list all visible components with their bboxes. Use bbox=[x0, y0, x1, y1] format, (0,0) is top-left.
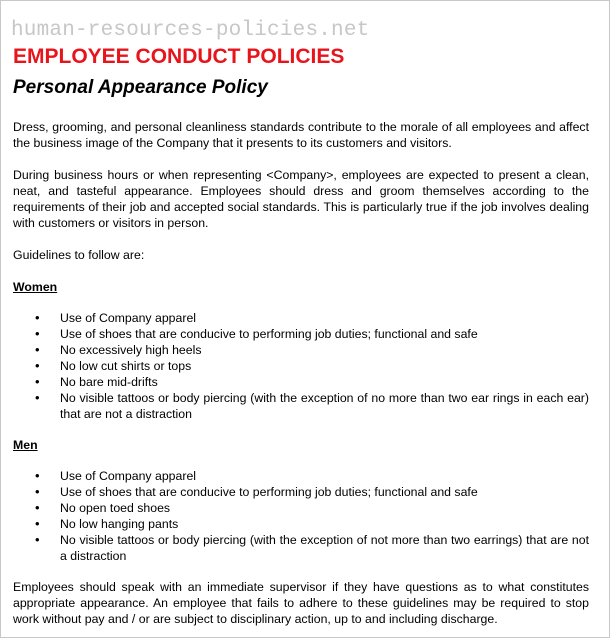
women-heading: Women bbox=[13, 280, 58, 294]
women-guidelines-list bbox=[13, 310, 589, 422]
page-title: EMPLOYEE CONDUCT POLICIES bbox=[13, 45, 345, 68]
men-heading: Men bbox=[13, 438, 38, 452]
list-item: • No low cut shirts or tops bbox=[13, 358, 589, 374]
list-item: • Use of shoes that are conducive to performing job duties; functional and safe bbox=[13, 326, 589, 342]
business-hours-paragraph: During business hours or when representing <Company>, employees are expected to present a clean, neat, and tasteful appearance. Employees should dress and groom themselves according to the requirements of their job and accepted social standards. This is particularly true if the job involves dealing with customers or visitors in person. bbox=[13, 168, 589, 230]
list-item: • Use of Company apparel bbox=[13, 468, 589, 484]
site-watermark: human-resources-policies.net bbox=[11, 19, 370, 42]
list-item: • No excessively high heels bbox=[13, 342, 589, 358]
policy-body bbox=[13, 119, 589, 643]
intro-paragraph: Dress, grooming, and personal cleanliness standards contribute to the morale of all employees and affect the business image of the Company that it presents to its customers and visitors. bbox=[13, 120, 589, 150]
guidelines-paragraph: Guidelines to follow are: bbox=[13, 248, 145, 262]
list-item: • No visible tattoos or body piercing (with the exception of no more than two ear rings in each ear) that are not a distraction bbox=[13, 390, 589, 422]
list-item: • No open toed shoes bbox=[13, 500, 589, 516]
list-item: • No bare mid-drifts bbox=[13, 374, 589, 390]
policy-subtitle: Personal Appearance Policy bbox=[13, 77, 268, 98]
closing-paragraph: Employees should speak with an immediate supervisor if they have questions as to what constitutes appropriate appearance. An employee that fails to adhere to these guidelines may be required to stop work without pay and / or are subject to disciplinary action, up to and including discharge. bbox=[13, 580, 589, 626]
list-item: • No visible tattoos or body piercing (with the exception of not more than two earrings) that are not a distraction bbox=[13, 532, 589, 564]
list-item: • No low hanging pants bbox=[13, 516, 589, 532]
list-item: • Use of shoes that are conducive to performing job duties; functional and safe bbox=[13, 484, 589, 500]
list-item: • Use of Company apparel bbox=[13, 310, 589, 326]
men-guidelines-list bbox=[13, 468, 589, 564]
